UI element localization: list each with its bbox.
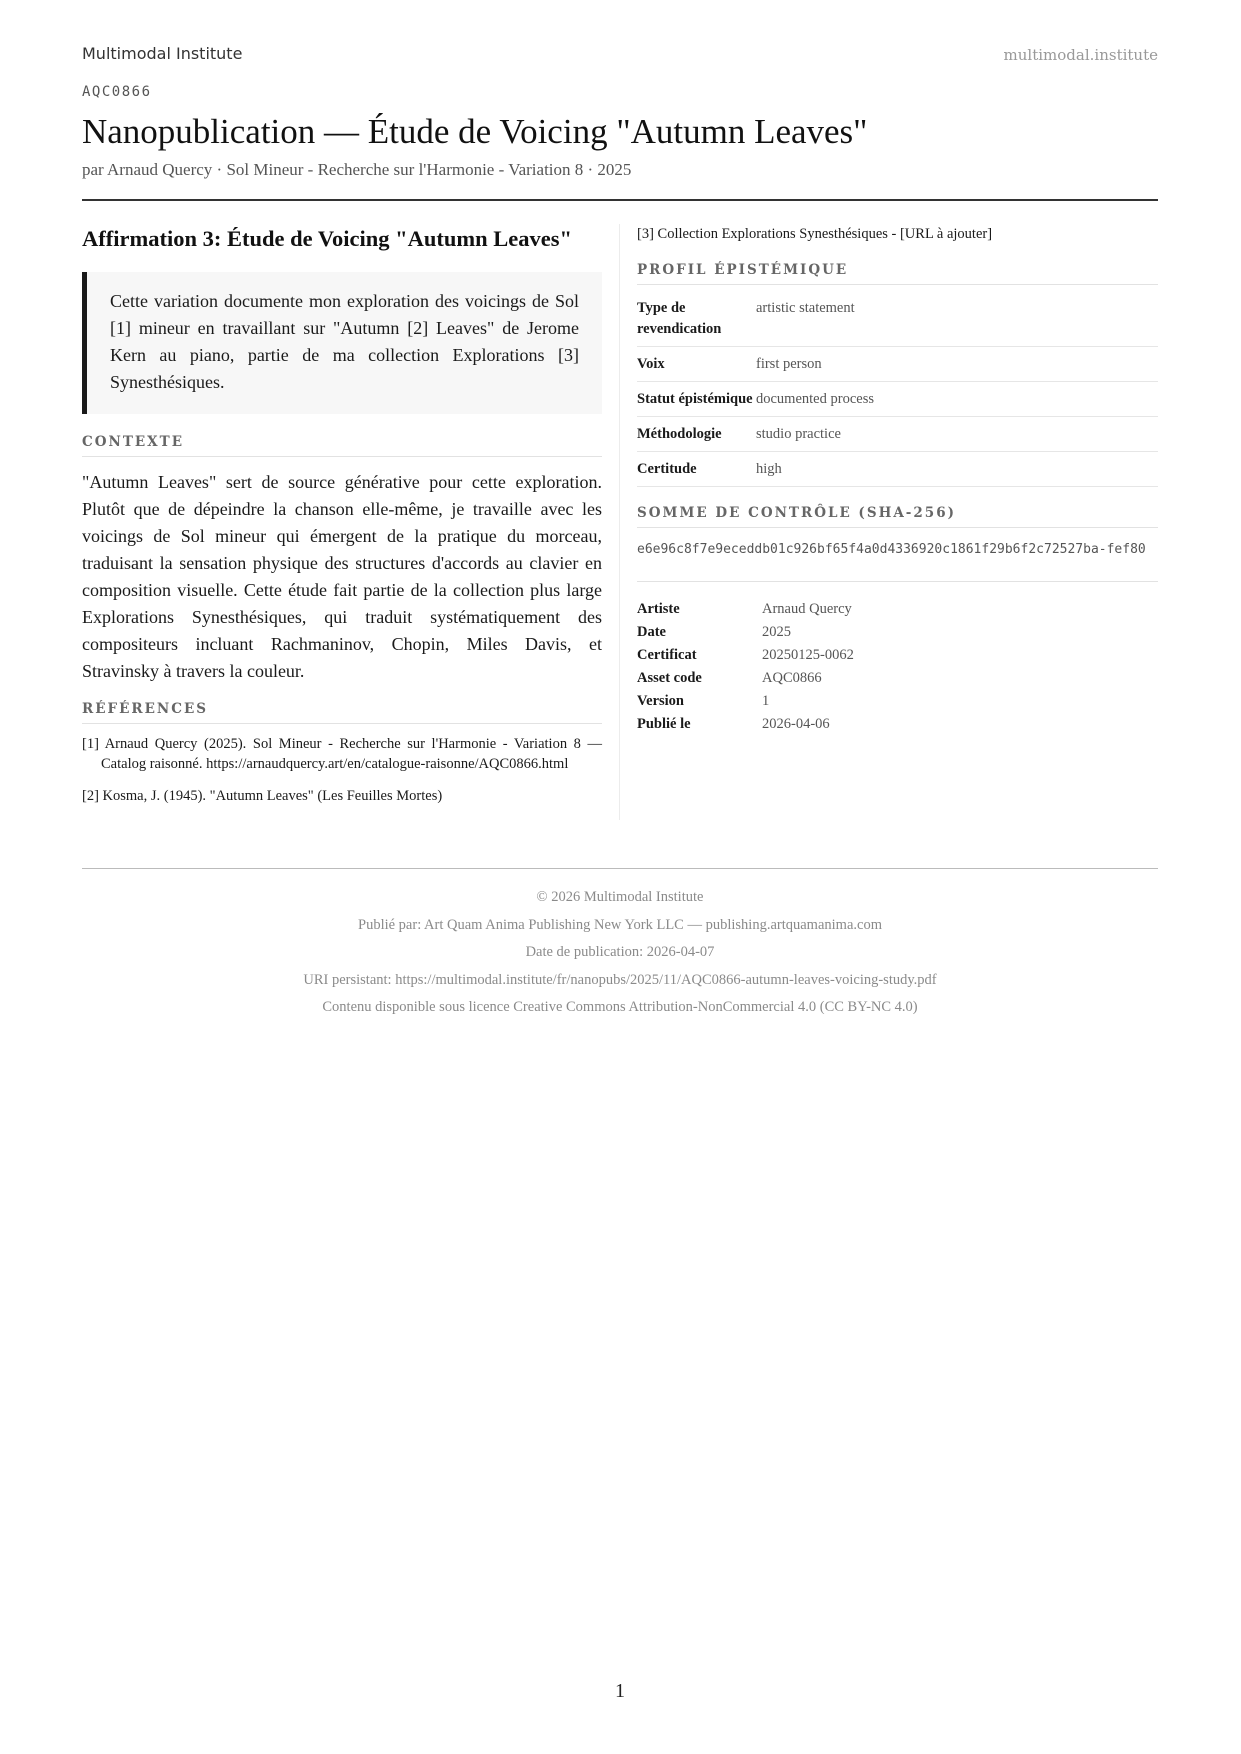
epistemic-profile-table <box>637 291 1158 487</box>
checksum-value: e6e96c8f7e9eceddb01c926bf65f4a0d4336920c1861f29b6f2c72527ba-fef80 <box>637 540 1158 582</box>
footer-publisher: Publié par: Art Quam Anima Publishing New York LLC — publishing.artquamanima.com <box>358 916 882 933</box>
reference-item: [1] Arnaud Quercy (2025). Sol Mineur - Recherche sur l'Harmonie - Variation 8 — Catalog raisonné. https://arnaudquercy.art/en/catalogue-raisonne/AQC0866.html <box>82 736 602 772</box>
context-text: "Autumn Leaves" sert de source générative pour cette exploration. Plutôt que de dépeindre la chanson elle-même, je travaille avec les voicings de Sol mineur qui émergent de la pratique du morceau, traduisant la sensation physique des structures d'accords au clavier en composition visuelle. Cette étude fait partie de la collection plus large Explorations Synesthésiques, qui traduit systématiquement des compositeurs incluant Rachmaninov, Chopin, Miles Davis, et Stravinsky à travers la couleur. <box>82 472 602 681</box>
metadata-key: Date <box>637 624 666 640</box>
header-divider <box>82 199 1158 201</box>
institute-name: Multimodal Institute <box>82 44 243 63</box>
metadata-value: Arnaud Quercy <box>762 601 852 617</box>
profile-value: first person <box>756 347 1158 382</box>
page-header <box>82 44 1158 68</box>
profile-key: Type de revendication <box>637 291 756 347</box>
table-row <box>637 417 1158 452</box>
footer-persistent-uri: URI persistant: https://multimodal.institute/fr/nanopubs/2025/11/AQC0866-autumn-leaves-voicing-study.pdf <box>303 971 937 988</box>
table-row <box>637 621 1158 644</box>
metadata-key: Version <box>637 693 684 709</box>
checksum-label: SOMME DE CONTRÔLE (SHA-256) <box>637 505 1158 528</box>
references-list <box>82 734 602 806</box>
references-label: RÉFÉRENCES <box>82 701 602 724</box>
metadata-key: Publié le <box>637 716 691 732</box>
footer-publication-date: Date de publication: 2026-04-07 <box>525 944 715 960</box>
document-page <box>82 0 1158 1754</box>
metadata-key: Artiste <box>637 601 680 617</box>
column-divider <box>619 224 620 820</box>
profile-key: Statut épistémique <box>637 382 756 417</box>
profile-value: studio practice <box>756 417 1158 452</box>
table-row <box>637 690 1158 713</box>
profile-key: Voix <box>637 347 756 382</box>
metadata-table <box>637 598 1158 736</box>
metadata-value: 1 <box>762 693 770 709</box>
page-footer <box>82 887 1158 1025</box>
claim-text: Cette variation documente mon exploration des voicings de Sol [1] mineur en travaillant sur "Autumn [2] Leaves" de Jerome Kern au piano, partie de ma collection Explorations [3] Synesthésiques. <box>110 291 579 392</box>
table-row <box>637 713 1158 736</box>
metadata-value: 20250125-0062 <box>762 647 854 663</box>
footer-copyright: © 2026 Multimodal Institute <box>536 889 704 905</box>
table-row <box>637 347 1158 382</box>
profile-key: Méthodologie <box>637 417 756 452</box>
epistemic-profile-label: PROFIL ÉPISTÉMIQUE <box>637 262 1158 285</box>
table-row <box>637 644 1158 667</box>
profile-key: Certitude <box>637 452 756 487</box>
claim-blockquote <box>82 272 602 414</box>
institute-domain: multimodal.institute <box>1003 46 1158 64</box>
reference-item: [2] Kosma, J. (1945). "Autumn Leaves" (Les Feuilles Mortes) <box>82 788 443 804</box>
context-label: CONTEXTE <box>82 434 602 457</box>
footer-license: Contenu disponible sous licence Creative Commons Attribution-NonCommercial 4.0 (CC BY-NC 4.0) <box>322 999 918 1015</box>
table-row <box>637 667 1158 690</box>
byline: par Arnaud Quercy · Sol Mineur - Recherche sur l'Harmonie - Variation 8 · 2025 <box>82 160 632 179</box>
document-id: AQC0866 <box>82 84 152 100</box>
metadata-value: 2026-04-06 <box>762 716 830 732</box>
profile-value: artistic statement <box>756 291 1158 347</box>
page-title: Nanopublication — Étude de Voicing "Autumn Leaves" <box>82 112 868 151</box>
metadata-key: Asset code <box>637 670 702 686</box>
left-column <box>82 224 602 818</box>
page-number: 1 <box>615 1680 625 1702</box>
profile-value: documented process <box>756 382 1158 417</box>
table-row <box>637 382 1158 417</box>
table-row <box>637 598 1158 621</box>
right-column <box>637 224 1158 736</box>
reference-item: [3] Collection Explorations Synesthésiques - [URL à ajouter] <box>637 226 993 242</box>
metadata-value: 2025 <box>762 624 791 640</box>
table-row <box>637 452 1158 487</box>
profile-value: high <box>756 452 1158 487</box>
footer-divider <box>82 868 1158 869</box>
metadata-value: AQC0866 <box>762 670 822 686</box>
metadata-key: Certificat <box>637 647 697 663</box>
table-row <box>637 291 1158 347</box>
claim-heading: Affirmation 3: Étude de Voicing "Autumn Leaves" <box>82 226 573 251</box>
